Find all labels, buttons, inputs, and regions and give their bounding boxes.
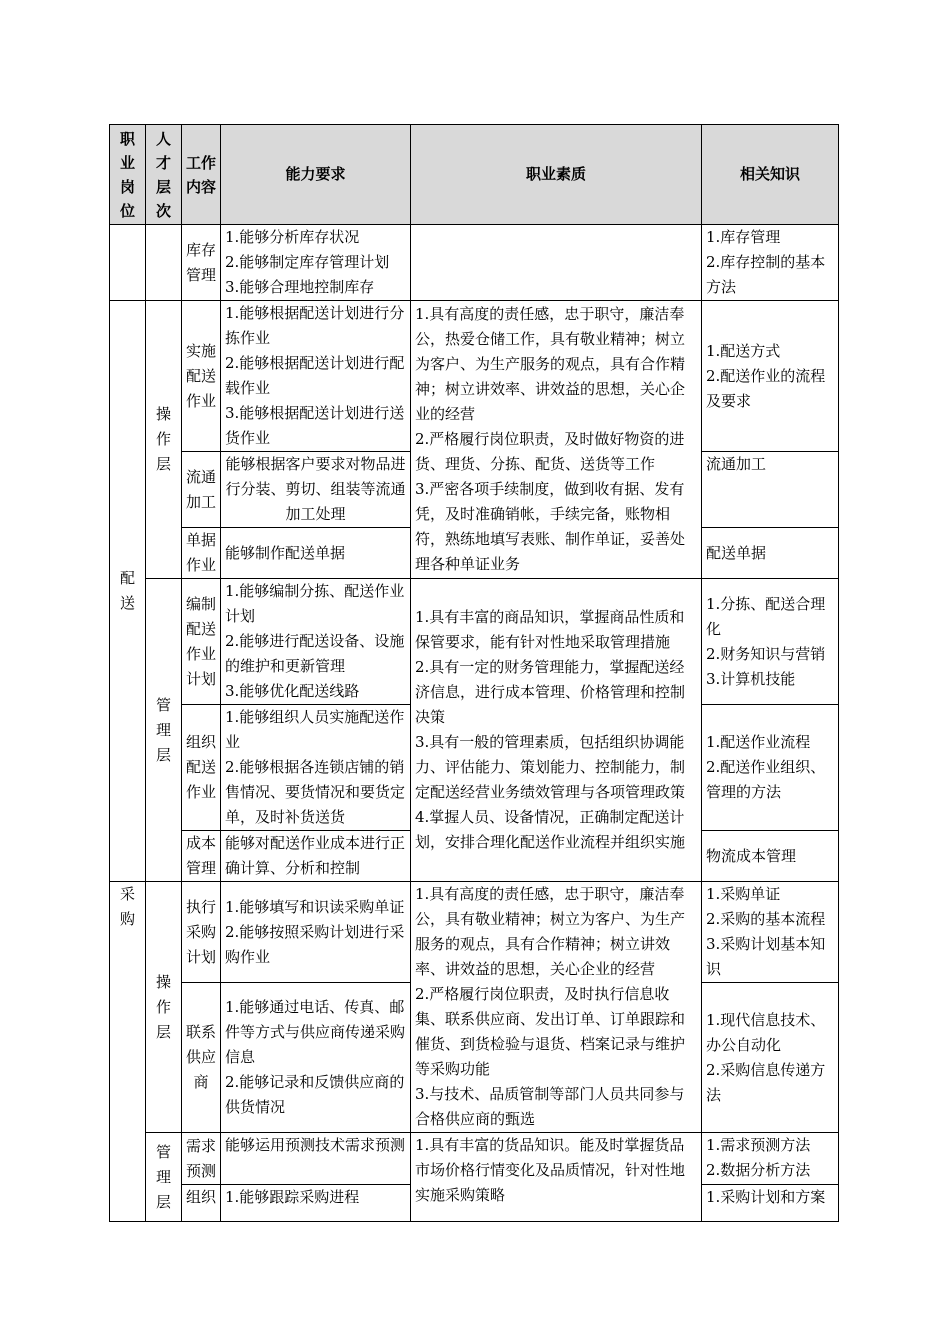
header-work: 工作内容 [182,125,221,225]
ability-cell [221,225,411,301]
knowledge-item: 1.配送方式 [706,341,781,360]
knowledge-cell [702,225,839,301]
ability-cell [221,882,411,983]
ability-item: 3.能够优化配送线路 [225,682,360,700]
ability-cell: 能够制作配送单据 [221,528,411,579]
ability-cell [221,705,411,831]
level-cell-caigou-op: 操作层 [146,882,182,1133]
work-cell: 库存管理 [182,225,221,301]
knowledge-cell: 1.采购计划和方案 [702,1185,839,1222]
table-row [110,579,839,705]
quality-item: 1.具有丰富的商品知识，掌握商品性质和保管要求，能有针对性地采取管理措施 [415,608,685,651]
knowledge-cell: 物流成本管理 [702,831,839,882]
ability-item: 1.能够根据配送计划进行分拣作业 [225,304,405,347]
work-cell: 流通加工 [182,452,221,528]
ability-item: 1.能够组织人员实施配送作业 [225,708,405,751]
knowledge-item: 2.配送作业组织、管理的方法 [706,758,826,801]
ability-item: 1.能够分析库存状况 [225,228,360,246]
knowledge-cell: 配送单据 [702,528,839,579]
knowledge-item: 2.采购的基本流程 [706,910,826,928]
quality-cell-peisong-op [411,301,702,579]
header-row [110,125,839,225]
knowledge-item: 1.现代信息技术、办公自动化 [706,1010,826,1054]
post-cell-caigou: 采购 [110,882,146,1222]
work-cell: 组织 [182,1185,221,1222]
level-cell-peisong-mgmt: 管理层 [146,579,182,882]
ability-cell: 能够运用预测技术需求预测 [221,1133,411,1185]
quality-item: 4.掌握人员、设备情况，正确制定配送计划，安排合理化配送作业流程并组织实施 [415,808,686,851]
knowledge-cell: 流通加工 [702,452,839,528]
ability-cell: 1.能够跟踪采购进程 [221,1185,411,1222]
ability-item: 2.能够根据配送计划进行配载作业 [225,354,405,397]
ability-item: 3.能够根据配送计划进行送货作业 [225,404,405,447]
job-requirements-table [109,124,839,1222]
post-cell-peisong: 配送 [110,301,146,882]
knowledge-item: 2.财务知识与营销 [706,644,826,663]
knowledge-item: 1.需求预测方法 [706,1136,811,1154]
ability-item: 1.能够填写和识读采购单证 [225,897,405,916]
quality-item: 3.严密各项手续制度，做到收有据、发有凭，及时准确销帐，手续完备，账物相符，熟练地填写表账、制作单证，妥善处理各种单证业务 [415,480,686,573]
level-cell-caigou-mgmt: 管理层 [146,1133,182,1222]
ability-cell: 能够对配送作业成本进行正确计算、分析和控制 [221,831,411,882]
header-level: 人才层次 [146,125,182,225]
quality-item: 2.具有一定的财务管理能力，掌握配送经济信息，进行成本管理、价格管理和控制决策 [415,658,686,726]
ability-item: 2.能够按照采购计划进行采购作业 [225,922,405,966]
quality-item: 1.具有高度的责任感，忠于职守，廉洁奉公，具有敬业精神；树立为客户、为生产服务的观点，具有合作精神；树立讲效率、讲效益的思想，关心企业的经营 [415,885,686,978]
knowledge-item: 3.计算机技能 [706,669,796,688]
post-cell [110,225,146,301]
ability-item: 2.能够记录和反馈供应商的供货情况 [225,1073,405,1116]
header-ability: 能力要求 [221,125,411,225]
quality-item: 2.严格履行岗位职责，及时执行信息收集、联系供应商、发出订单、订单跟踪和催货、到货检验与退货、档案记录与维护等采购功能 [415,985,686,1078]
quality-item: 3.具有一般的管理素质，包括组织协调能力、评估能力、策划能力、控制能力，制定配送经营业务绩效管理与各项管理政策 [415,733,686,801]
ability-item: 1.能够编制分拣、配送作业计划 [225,582,405,625]
table-row [110,225,839,301]
knowledge-cell [702,301,839,452]
ability-item: 2.能够进行配送设备、设施的维护和更新管理 [225,632,405,675]
knowledge-item: 2.数据分析方法 [706,1161,811,1179]
table-row [110,882,839,983]
knowledge-item: 2.采购信息传递方法 [706,1060,826,1104]
quality-item: 3.与技术、品质管制等部门人员共同参与合格供应商的甄选 [415,1085,685,1128]
work-cell: 成本管理 [182,831,221,882]
knowledge-item: 1.库存管理 [706,228,781,246]
ability-item: 3.能够合理地控制库存 [225,278,375,296]
header-knowledge: 相关知识 [702,125,839,225]
knowledge-cell [702,1133,839,1185]
knowledge-cell [702,882,839,983]
knowledge-cell [702,579,839,705]
knowledge-item: 2.配送作业的流程及要求 [706,366,826,410]
quality-cell-caigou-mgmt: 1.具有丰富的货品知识。能及时掌握货品市场价格行情变化及品质情况，针对性地实施采购策略 [411,1133,702,1222]
ability-item: 1.能够通过电话、传真、邮件等方式与供应商传递采购信息 [225,998,406,1066]
work-cell: 组织配送作业 [182,705,221,831]
knowledge-cell [702,983,839,1133]
ability-item: 2.能够根据各连锁店铺的销售情况、要货情况和要货定单，及时补货送货 [225,758,406,826]
knowledge-cell [702,705,839,831]
ability-cell [221,579,411,705]
ability-item: 2.能够制定库存管理计划 [225,253,390,271]
ability-cell: 能够根据客户要求对物品进行分装、剪切、组装等流通加工处理 [221,452,411,528]
work-cell: 单据作业 [182,528,221,579]
level-cell-peisong-op: 操作层 [146,301,182,579]
knowledge-item: 2.库存控制的基本方法 [706,253,826,296]
work-cell: 编制配送作业计划 [182,579,221,705]
knowledge-item: 1.配送作业流程 [706,733,811,751]
header-post: 职业岗位 [110,125,146,225]
work-cell: 联系供应商 [182,983,221,1133]
knowledge-item: 3.采购计划基本知识 [706,935,826,978]
ability-cell [221,983,411,1133]
work-cell: 需求预测 [182,1133,221,1185]
work-cell: 实施配送作业 [182,301,221,452]
knowledge-item: 1.采购单证 [706,885,781,903]
quality-cell [411,225,702,301]
quality-cell-caigou-op [411,882,702,1133]
table-row [110,301,839,452]
quality-item: 1.具有高度的责任感，忠于职守，廉洁奉公，热爱仓储工作，具有敬业精神；树立为客户、为生产服务的观点，具有合作精神；树立讲效率、讲效益的思想，关心企业的经营 [415,305,686,423]
ability-cell [221,301,411,452]
quality-item: 2.严格履行岗位职责，及时做好物资的进货、理货、分拣、配货、送货等工作 [415,430,685,473]
table-row [110,1133,839,1185]
work-cell: 执行采购计划 [182,882,221,983]
header-quality: 职业素质 [411,125,702,225]
knowledge-item: 1.分拣、配送合理化 [706,594,826,638]
quality-cell-peisong-mgmt [411,579,702,882]
level-cell [146,225,182,301]
